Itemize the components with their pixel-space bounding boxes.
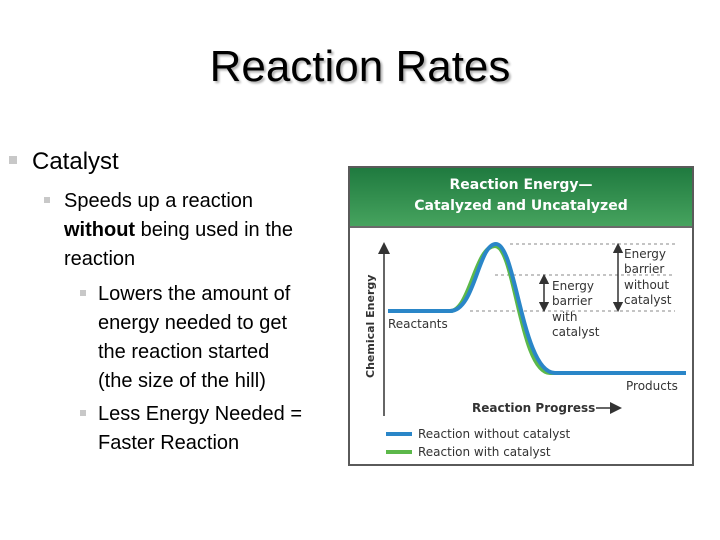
diagram-title-line1: Reaction Energy— <box>449 177 593 193</box>
bullet-marker <box>80 290 86 296</box>
bullet-speeds-line1: Speeds up a reaction <box>64 190 254 212</box>
bullet-lowers-line4: (the size of the hill) <box>98 370 266 392</box>
legend-label-with: Reaction with catalyst <box>418 445 551 459</box>
diagram-title-line2: Catalyzed and Uncatalyzed <box>414 198 628 214</box>
bullet-marker <box>44 197 50 203</box>
bold-keyword: without <box>64 219 136 241</box>
bullet-speeds-line2-rest: being used in the <box>135 219 293 241</box>
bullet-lowers-line1: Lowers the amount of <box>98 283 291 305</box>
bullet-speeds-line3: reaction <box>64 248 136 270</box>
barrier-with-line1: Energy <box>552 279 595 293</box>
y-axis-label: Chemical Energy <box>364 274 377 378</box>
barrier-without-line1: Energy <box>624 247 667 261</box>
barrier-with-line3: with <box>552 310 578 324</box>
barrier-with-line4: catalyst <box>552 325 600 339</box>
x-axis-label: Reaction Progress <box>472 401 596 415</box>
energy-diagram-svg <box>350 168 694 464</box>
legend-label-without: Reaction without catalyst <box>418 427 571 441</box>
energy-diagram-panel <box>348 166 694 466</box>
products-label: Products <box>626 379 678 393</box>
barrier-without-line3: without <box>624 278 670 292</box>
bullet-lowers-line2: energy needed to get <box>98 312 288 334</box>
bullet-catalyst: Catalyst <box>32 148 119 175</box>
barrier-without-line2: barrier <box>624 262 665 276</box>
bullet-marker <box>80 410 86 416</box>
slide-title: Reaction Rates <box>209 42 511 91</box>
reactants-label: Reactants <box>388 317 448 331</box>
bullet-speeds-line2 <box>64 219 293 242</box>
bullet-less-line1: Less Energy Needed = <box>98 403 303 425</box>
bullet-lowers-line3: the reaction started <box>98 341 270 363</box>
barrier-with-line2: barrier <box>552 294 593 308</box>
bullet-marker <box>9 156 17 164</box>
bullet-less-line2: Faster Reaction <box>98 432 240 454</box>
barrier-without-line4: catalyst <box>624 293 672 307</box>
